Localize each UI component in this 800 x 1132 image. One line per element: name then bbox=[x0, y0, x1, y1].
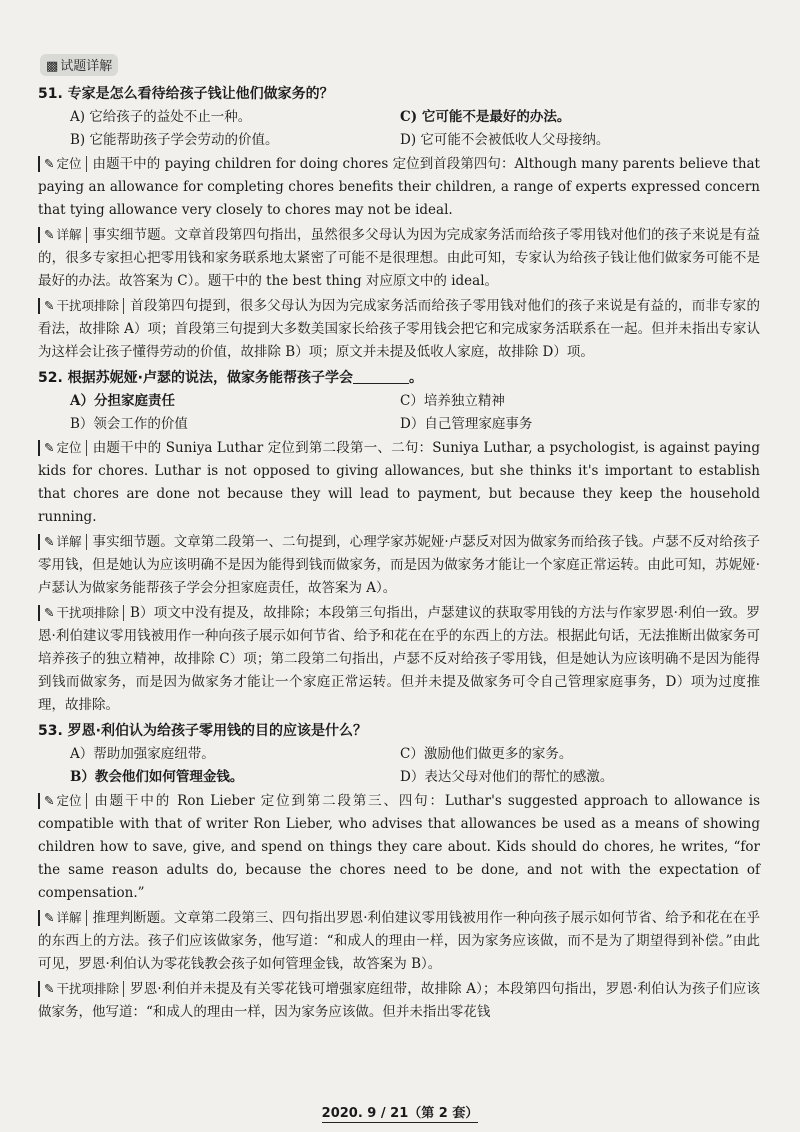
option-51-c: C) 它可能不是最好的办法。 bbox=[400, 109, 571, 125]
question-52: 52. 根据苏妮娅·卢瑟的说法，做家务能帮孩子学会 。 bbox=[38, 370, 423, 386]
pen-icon: ✎ bbox=[44, 534, 55, 549]
question-51: 51. 专家是怎么看待给孩子钱让他们做家务的？ bbox=[38, 86, 334, 102]
option-53-b: B）教会他们如何管理金钱。 bbox=[70, 769, 244, 785]
exclude-label: ✎ 干扰项排除 bbox=[38, 981, 124, 997]
locate-53: ✎ 定位 由题干中的 Ron Lieber 定位到第二段第三、四句：Luthar's suggested approach to allowance is compatible with that of writer Ron Lieber, who advises that allowances be used as a means of showing children how to save, give, and spend on things they care about. Kids should do chores, he writes, “for the same reason adults do, because the chores need to be done, and not with the expectation of compensation.” bbox=[38, 793, 760, 901]
page-footer bbox=[0, 1102, 800, 1121]
pen-icon: ✎ bbox=[44, 440, 55, 455]
option-51-d: D) 它可能不会被低收人父母接纳。 bbox=[400, 132, 610, 148]
answer-blank bbox=[353, 369, 409, 384]
pen-icon: ✎ bbox=[44, 981, 55, 996]
section-tag bbox=[40, 54, 118, 76]
detail-label: ✎ 详解 bbox=[38, 910, 87, 926]
options-51 bbox=[38, 106, 760, 152]
question-53: 53. 罗恩·利伯认为给孩子零用钱的目的应该是什么？ bbox=[38, 723, 367, 739]
detail-51: ✎ 详解 事实细节题。文章首段第四句指出，虽然很多父母认为因为完成家务活而给孩子零用钱对他们的孩子来说是有益的，很多专家担心把零用钱和家务联系地太紧密了可能不是很理想。由此可知，专家认为给孩子钱让他们做家务可能不是最好的办法。故答案为 C）。题干中的 the best thing 对应原文中的 ideal。 bbox=[38, 227, 760, 289]
pen-icon: ✎ bbox=[44, 910, 55, 925]
option-52-c: C）培养独立精神 bbox=[400, 393, 505, 409]
page-number: 2020. 9 / 21（第 2 套） bbox=[321, 1106, 479, 1121]
content bbox=[38, 82, 760, 1026]
exclude-label: ✎ 干扰项排除 bbox=[38, 605, 124, 621]
options-52 bbox=[38, 390, 760, 436]
option-51-a: A) 它给孩子的益处不止一种。 bbox=[70, 109, 252, 125]
pen-icon: ✎ bbox=[44, 227, 55, 242]
locate-label: ✎ 定位 bbox=[38, 793, 87, 809]
option-53-a: A）帮助加强家庭纽带。 bbox=[70, 746, 215, 762]
option-52-d: D）自己管理家庭事务 bbox=[400, 416, 533, 432]
locate-label: ✎ 定位 bbox=[38, 156, 87, 172]
options-53 bbox=[38, 743, 760, 789]
option-53-d: D）表达父母对他们的帮忙的感激。 bbox=[400, 769, 614, 785]
exclude-53: ✎ 干扰项排除 罗恩·利伯并未提及有关零花钱可增强家庭纽带，故排除 A）；本段第四句指出，罗恩·利伯认为孩子们应该做家务，他写道：“和成人的理由一样，因为家务应该做。但并未指出零花钱 bbox=[38, 981, 760, 1020]
exclude-label: ✎ 干扰项排除 bbox=[38, 298, 124, 314]
locate-52: ✎ 定位 由题干中的 Suniya Luthar 定位到第二段第一、二句：Suniya Luthar, a psychologist, is against paying kids for chores. Luthar is not opposed to giving allowances, but she thinks it's important to establish that chores are done not because they will lead to payment, but because they keep the household running. bbox=[38, 440, 760, 525]
section-tag-label: 试题详解 bbox=[60, 59, 113, 74]
pen-icon: ✎ bbox=[44, 298, 55, 313]
detail-52: ✎ 详解 事实细节题。文章第二段第一、二句提到，心理学家苏妮娅·卢瑟反对因为做家务而给孩子钱。卢瑟不反对给孩子零用钱，但是她认为应该明确不是因为能得到钱而做家务，而是因为做家务才能让一个家庭正常运转。由此可知，苏妮娅·卢瑟认为做家务能帮孩子学会分担家庭责任，故答案为 A）。 bbox=[38, 534, 760, 596]
detail-label: ✎ 详解 bbox=[38, 227, 87, 243]
book-icon: ▩ bbox=[46, 59, 59, 74]
option-52-b: B）领会工作的价值 bbox=[70, 416, 188, 432]
option-53-c: C）激励他们做更多的家务。 bbox=[400, 746, 573, 762]
option-51-b: B) 它能帮助孩子学会劳动的价值。 bbox=[70, 132, 279, 148]
detail-label: ✎ 详解 bbox=[38, 534, 87, 550]
pen-icon: ✎ bbox=[44, 605, 55, 620]
locate-label: ✎ 定位 bbox=[38, 440, 87, 456]
locate-51: ✎ 定位 由题干中的 paying children for doing chores 定位到首段第四句：Although many parents believe that paying an allowance for completing chores benefits their children, a range of experts expressed concern that tying allowance very closely to chores may not be ideal. bbox=[38, 156, 760, 218]
pen-icon: ✎ bbox=[44, 793, 55, 808]
option-52-a: A）分担家庭责任 bbox=[70, 393, 175, 409]
detail-53: ✎ 详解 推理判断题。文章第二段第三、四句指出罗恩·利伯建议零用钱被用作一种向孩子展示如何节省、给予和花在在乎的东西上的方法。孩子们应该做家务，他写道：“和成人的理由一样，因为家务应该做，而不是为了期望得到补偿。”由此可见，罗恩·利伯认为零花钱教会孩子如何管理金钱，故答案为 B）。 bbox=[38, 910, 760, 972]
pen-icon: ✎ bbox=[44, 156, 55, 171]
exclude-52: ✎ 干扰项排除 B）项文中没有提及，故排除；本段第三句指出，卢瑟建议的获取零用钱的方法与作家罗恩·利伯一致。罗恩·利伯建议零用钱被用作一种向孩子展示如何节省、给予和花在在乎的东西上的方法。根据此句话，无法推断出做家务可培养孩子的独立精神，故排除 C）项；第二段第二句指出，卢瑟不反对给孩子零用钱，但是她认为应该明确不是因为能得到钱而做家务，而是因为做家务才能让一个家庭正常运转。但并未提及做家务可令自己管理家庭事务，D）项为过度推理，故排除。 bbox=[38, 605, 760, 713]
exclude-51: ✎ 干扰项排除 首段第四句提到，很多父母认为因为完成家务活而给孩子零用钱对他们的孩子来说是有益的，而非专家的看法，故排除 A）项；首段第三句提到大多数美国家长给孩子零用钱会把它和完成家务活联系在一起。但并未指出专家认为这样会让孩子懂得劳动的价值，故排除 B）项；原文并未提及低收人家庭，故排除 D）项。 bbox=[38, 298, 760, 360]
